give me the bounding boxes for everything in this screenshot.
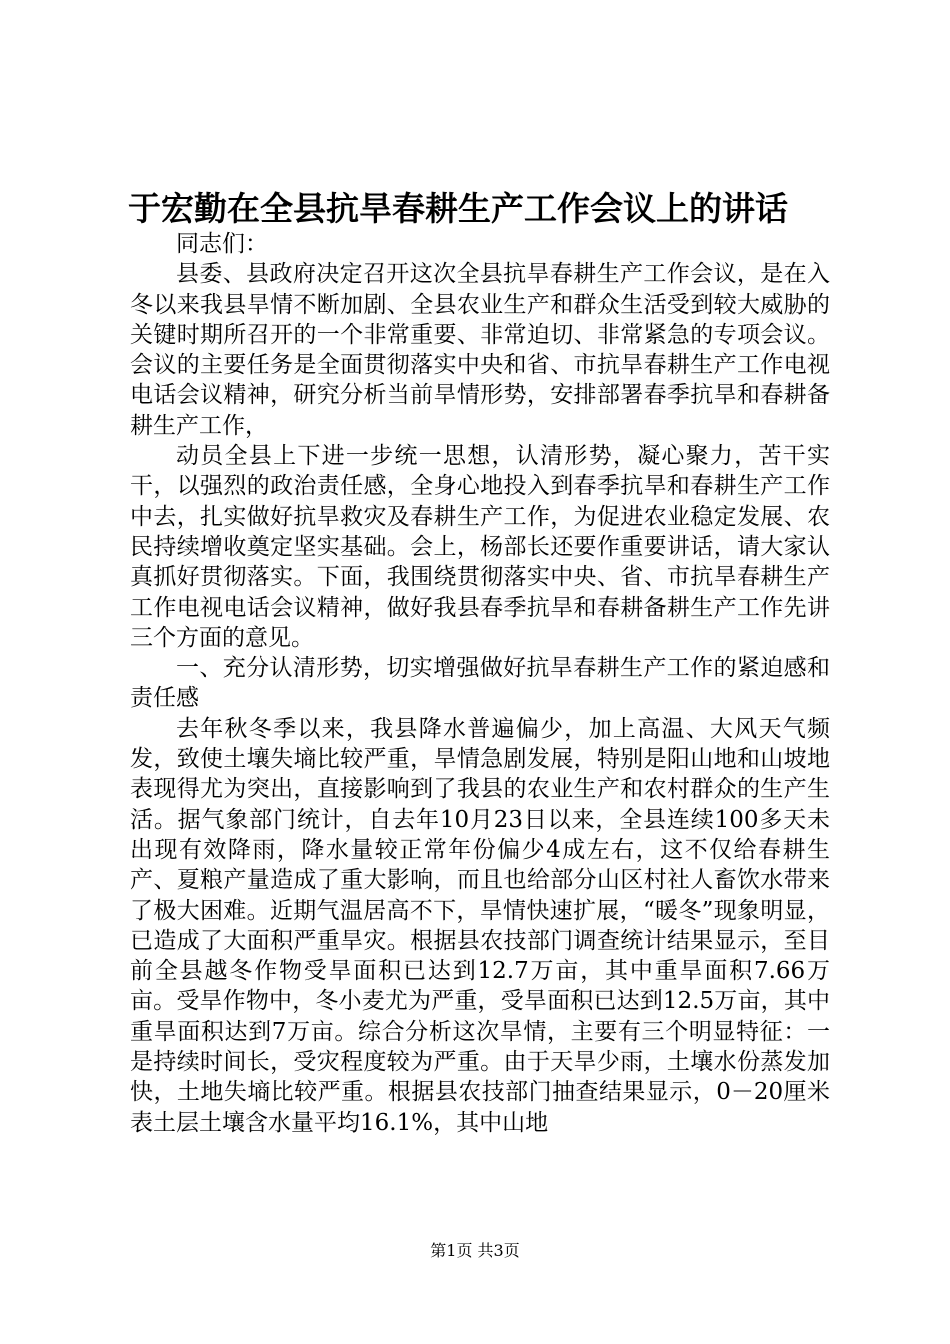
document-title: 于宏勤在全县抗旱春耕生产工作会议上的讲话 [128,189,788,228]
body-paragraph: 去年秋冬季以来，我县降水普遍偏少，加上高温、大风天气频发，致使土壤失墒比较严重，旱情急剧发展，特别是阳山地和山坡地表现得尤为突出，直接影响到了我县的农业生产和农村群众的生产生活。据气象部门统计，自去年10月23日以来，全县连续100多天未出现有效降雨，降水量较正常年份偏少4成左右，这不仅给春耕生产、夏粮产量造成了重大影响，而且也给部分山区村社人畜饮水带来了极大困难。近期气温居高不下，旱情快速扩展，“暖冬”现象明显，已造成了大面积严重旱灾。根据县农技部门调查统计结果显示，至目前全县越冬作物受旱面积已达到12.7万亩，其中重旱面积7.66万亩。受旱作物中，冬小麦尤为严重，受旱面积已达到12.5万亩，其中重旱面积达到7万亩。综合分析这次旱情，主要有三个明显特征：一是持续时间长，受灾程度较为严重。由于天旱少雨，土壤水份蒸发加快，土地失墒比较严重。根据县农技部门抽查结果显示，0－20厘米表土层土壤含水量平均16.1%，其中山地 [130,715,830,1136]
section-heading: 一、充分认清形势，切实增强做好抗旱春耕生产工作的紧迫感和责任感 [130,655,830,712]
body-paragraph: 县委、县政府决定召开这次全县抗旱春耕生产工作会议，是在入冬以来我县旱情不断加剧、全县农业生产和群众生活受到较大威胁的关键时期所召开的一个非常重要、非常迫切、非常紧急的专项会议。会议的主要任务是全面贯彻落实中央和省、市抗旱春耕生产工作电视电话会议精神，研究分析当前旱情形势，安排部署春季抗旱和春耕备耕生产工作， [130,261,830,439]
salutation-paragraph: 同志们： [176,231,268,257]
document-body [130,229,830,1138]
page-footer: 第1页 共3页 [430,1241,520,1260]
body-paragraph: 动员全县上下进一步统一思想，认清形势，凝心聚力，苦干实干，以强烈的政治责任感，全身心地投入到春季抗旱和春耕生产工作中去，扎实做好抗旱救灾及春耕生产工作，为促进农业稳定发展、农民持续增收奠定坚实基础。会上，杨部长还要作重要讲话，请大家认真抓好贯彻落实。下面，我围绕贯彻落实中央、省、市抗旱春耕生产工作电视电话会议精神，做好我县春季抗旱和春耕备耕生产工作先讲三个方面的意见。 [130,443,830,651]
